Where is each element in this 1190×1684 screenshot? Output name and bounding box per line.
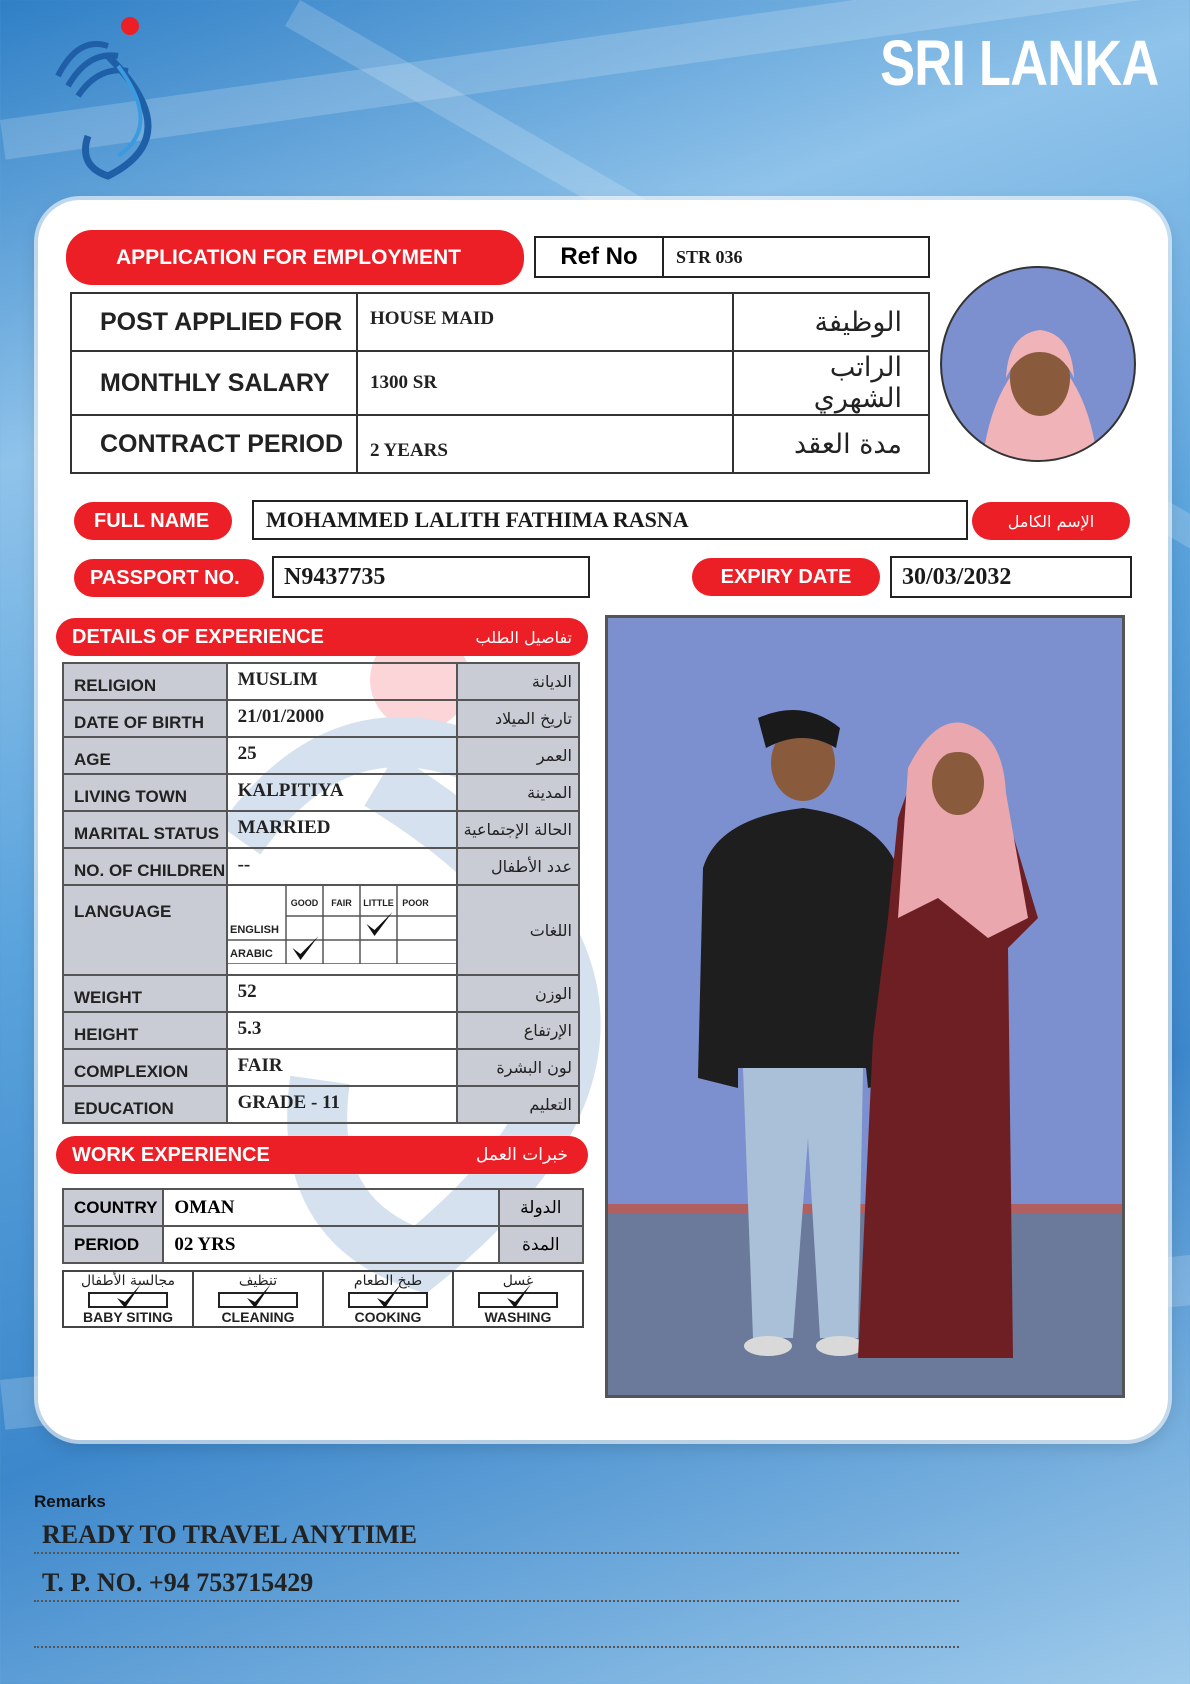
- education-label: EDUCATION: [63, 1086, 227, 1123]
- language-level-header: LITTLE: [363, 898, 394, 908]
- language-level-header: GOOD: [290, 898, 319, 908]
- work-table: [62, 1188, 584, 1264]
- dob-label: DATE OF BIRTH: [63, 700, 227, 737]
- table-row: [63, 1012, 579, 1049]
- monthly-salary-label: MONTHLY SALARY: [71, 351, 357, 415]
- table-row: [63, 811, 579, 848]
- table-row: [63, 663, 579, 700]
- work-country-arabic: الدولة: [499, 1189, 583, 1226]
- contract-period-arabic: مدة العقد: [733, 415, 929, 473]
- contract-period-label: CONTRACT PERIOD: [71, 415, 357, 473]
- application-title-text: APPLICATION FOR EMPLOYMENT: [116, 245, 461, 269]
- work-country-label: COUNTRY: [63, 1189, 163, 1226]
- work-period-label: PERIOD: [63, 1226, 163, 1263]
- application-title: [66, 230, 524, 285]
- religion-arabic: الديانة: [457, 663, 579, 700]
- applicant-avatar: [940, 266, 1136, 462]
- contract-period-value: 2 YEARS: [357, 415, 733, 473]
- education-arabic: التعليم: [457, 1086, 579, 1123]
- language-label: LANGUAGE: [63, 885, 227, 975]
- table-row: [63, 1086, 579, 1123]
- job-details-table: [70, 292, 930, 474]
- table-row: [63, 848, 579, 885]
- work-country-value: OMAN: [163, 1189, 498, 1226]
- table-row: [71, 351, 929, 415]
- details-title-arabic: تفاصيل الطلب: [475, 627, 572, 647]
- children-label: NO. OF CHILDREN: [63, 848, 227, 885]
- table-row: [63, 975, 579, 1012]
- monthly-salary-value: 1300 SR: [357, 351, 733, 415]
- living-town-label: LIVING TOWN: [63, 774, 227, 811]
- applicant-full-photo: [605, 615, 1125, 1398]
- height-arabic: الإرتفاع: [457, 1012, 579, 1049]
- living-town-arabic: المدينة: [457, 774, 579, 811]
- expiry-date-label: EXPIRY DATE: [692, 558, 880, 596]
- language-level-header: POOR: [402, 898, 429, 908]
- marital-status-arabic: الحالة الإجتماعية: [457, 811, 579, 848]
- age-arabic: العمر: [457, 737, 579, 774]
- table-row: [63, 1226, 583, 1263]
- details-header: [56, 618, 588, 656]
- skills-checklist: [62, 1270, 584, 1328]
- ref-no-label: Ref No: [534, 236, 664, 278]
- language-level-header: FAIR: [331, 898, 352, 908]
- details-title: DETAILS OF EXPERIENCE: [72, 625, 324, 648]
- dob-arabic: تاريخ الميلاد: [457, 700, 579, 737]
- full-name-arabic: الإسم الكامل: [972, 502, 1130, 540]
- table-row: [63, 700, 579, 737]
- language-name: ENGLISH: [230, 924, 279, 936]
- children-arabic: عدد الأطفال: [457, 848, 579, 885]
- remark-line-2: T. P. NO. +94 753715429: [34, 1568, 959, 1602]
- check-icon: [373, 1282, 403, 1312]
- children-value: --: [227, 848, 458, 885]
- height-label: HEIGHT: [63, 1012, 227, 1049]
- expiry-date-value: 30/03/2032: [890, 556, 1132, 598]
- living-town-value: KALPITIYA: [227, 774, 458, 811]
- complexion-label: COMPLEXION: [63, 1049, 227, 1086]
- table-row: [63, 1049, 579, 1086]
- table-row: [63, 737, 579, 774]
- couple-photo-icon: [608, 618, 1125, 1398]
- check-icon: [243, 1282, 273, 1312]
- full-name-value: MOHAMMED LALITH FATHIMA RASNA: [252, 500, 968, 540]
- company-logo-icon: [38, 16, 168, 186]
- table-row: [63, 774, 579, 811]
- country-title: SRI LANKA: [879, 27, 1158, 99]
- age-label: AGE: [63, 737, 227, 774]
- weight-label: WEIGHT: [63, 975, 227, 1012]
- full-name-label: FULL NAME: [74, 502, 232, 540]
- language-level-grid: [228, 886, 458, 964]
- check-icon: [113, 1282, 143, 1312]
- table-row: [71, 415, 929, 473]
- work-title: WORK EXPERIENCE: [72, 1143, 270, 1166]
- table-row: [71, 293, 929, 351]
- skill-baby-siting: مجالسة الأطفال BABY SITING: [64, 1272, 194, 1326]
- religion-value: MUSLIM: [227, 663, 458, 700]
- marital-status-value: MARRIED: [227, 811, 458, 848]
- monthly-salary-arabic: الراتب الشهري: [733, 351, 929, 415]
- passport-value: N9437735: [272, 556, 590, 598]
- remark-line-3: [34, 1614, 959, 1648]
- complexion-arabic: لون البشرة: [457, 1049, 579, 1086]
- complexion-value: FAIR: [227, 1049, 458, 1086]
- dob-value: 21/01/2000: [227, 700, 458, 737]
- post-applied-arabic: الوظيفة: [733, 293, 929, 351]
- table-row: [63, 1189, 583, 1226]
- weight-value: 52: [227, 975, 458, 1012]
- ref-no-value: STR 036: [662, 236, 930, 278]
- skill-cooking: طبخ الطعام COOKING: [324, 1272, 454, 1326]
- person-portrait-icon: [942, 268, 1136, 462]
- marital-status-label: MARITAL STATUS: [63, 811, 227, 848]
- work-header: [56, 1136, 588, 1174]
- height-value: 5.3: [227, 1012, 458, 1049]
- remarks-label: Remarks: [34, 1492, 106, 1511]
- language-arabic: اللغات: [457, 885, 579, 975]
- age-value: 25: [227, 737, 458, 774]
- language-name: ARABIC: [230, 948, 273, 960]
- passport-label: PASSPORT NO.: [74, 559, 264, 597]
- skill-cleaning: تنظيف CLEANING: [194, 1272, 324, 1326]
- post-applied-value: HOUSE MAID: [357, 293, 733, 351]
- work-title-arabic: خبرات العمل: [476, 1145, 568, 1165]
- post-applied-label: POST APPLIED FOR: [71, 293, 357, 351]
- work-period-value: 02 YRS: [163, 1226, 498, 1263]
- religion-label: RELIGION: [63, 663, 227, 700]
- remark-line-1: READY TO TRAVEL ANYTIME: [34, 1520, 959, 1554]
- skill-washing: غسل WASHING: [454, 1272, 582, 1326]
- education-value: GRADE - 11: [227, 1086, 458, 1123]
- weight-arabic: الوزن: [457, 975, 579, 1012]
- work-period-arabic: المدة: [499, 1226, 583, 1263]
- check-icon: [503, 1282, 533, 1312]
